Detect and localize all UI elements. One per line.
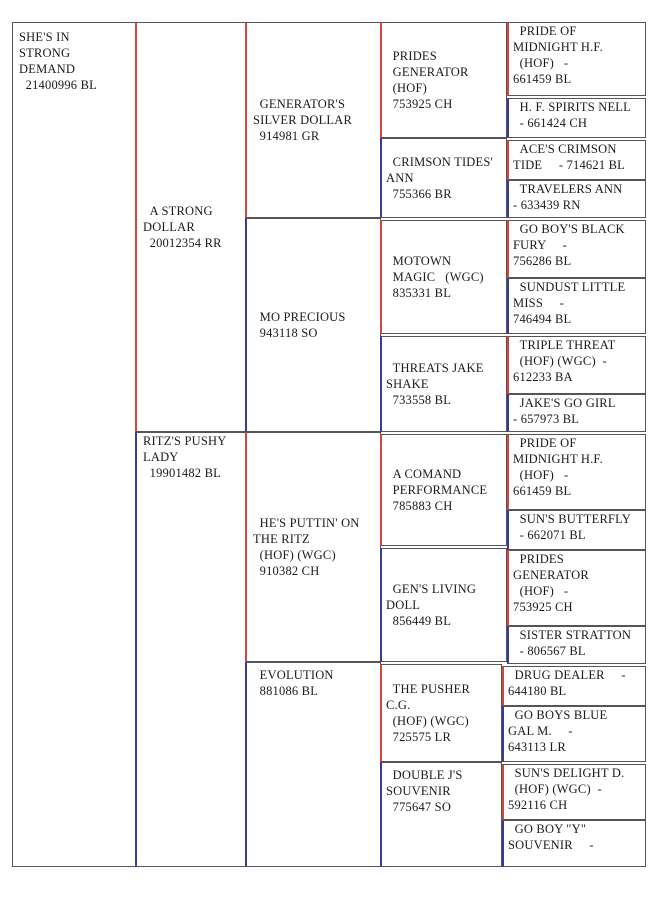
g3-cell [380, 336, 507, 432]
g4-name: ACE'S CRIMSON TIDE - 714621 BL [513, 142, 625, 172]
g3-cell [380, 220, 507, 334]
dam-name: RITZ'S PUSHY LADY 19901482 BL [143, 434, 227, 480]
g4-name: JAKE'S GO GIRL - 657973 BL [513, 396, 616, 426]
g4-cell [507, 180, 646, 218]
g4-name: TRIPLE THREAT (HOF) (WGC) - 612233 BA [513, 338, 616, 384]
g3-cell [380, 664, 502, 762]
g4-cell [507, 626, 646, 664]
g3-name: PRIDES GENERATOR (HOF) 753925 CH [392, 49, 469, 111]
sire-cell [135, 22, 246, 432]
g4-cell [507, 394, 646, 432]
g3-cell [380, 548, 507, 662]
g4-cell [507, 550, 646, 626]
g4-name: SISTER STRATTON - 806567 BL [519, 628, 632, 658]
dam-dam-cell [245, 662, 381, 867]
g4-cell [507, 510, 646, 550]
dam-dam-name: EVOLUTION 881086 BL [259, 668, 334, 698]
g4-name: DRUG DEALER - 644180 BL [508, 668, 626, 698]
g4-cell [507, 220, 646, 278]
g3-name: GEN'S LIVING DOLL 856449 BL [386, 582, 477, 628]
g4-name: TRAVELERS ANN - 633439 RN [513, 182, 623, 212]
g4-name: GO BOYS BLUE GAL M. - 643113 LR [508, 708, 608, 754]
dam-sire-name: HE'S PUTTIN' ON THE RITZ (HOF) (WGC) 910382 CH [253, 516, 360, 578]
g3-cell [380, 138, 507, 218]
g3-name: A COMAND PERFORMANCE 785883 CH [392, 467, 488, 513]
sire-sire-name: GENERATOR'S SILVER DOLLAR 914981 GR [253, 97, 353, 143]
g4-name: SUN'S DELIGHT D. (HOF) (WGC) - 592116 CH [508, 766, 625, 812]
g4-name: GO BOY "Y" SOUVENIR - [508, 822, 594, 852]
g4-cell [502, 820, 646, 867]
g4-cell [502, 764, 646, 820]
g4-name: GO BOY'S BLACK FURY - 756286 BL [513, 222, 625, 268]
g3-name: THREATS JAKE SHAKE 733558 BL [386, 361, 484, 407]
sire-sire-cell [245, 22, 381, 218]
g4-cell [507, 278, 646, 334]
g3-cell [380, 762, 502, 867]
sire-name: A STRONG DOLLAR 20012354 RR [143, 204, 222, 250]
horse-name: SHE'S IN STRONG DEMAND 21400996 BL [19, 30, 97, 92]
g4-cell [507, 434, 646, 510]
g4-name: PRIDE OF MIDNIGHT H.F. (HOF) - 661459 BL [513, 436, 603, 498]
g4-cell [507, 140, 646, 180]
g4-cell [507, 336, 646, 394]
g4-name: PRIDE OF MIDNIGHT H.F. (HOF) - 661459 BL [513, 24, 603, 86]
g4-name: PRIDES GENERATOR (HOF) - 753925 CH [513, 552, 589, 614]
g3-name: DOUBLE J'S SOUVENIR 775647 SO [386, 768, 463, 814]
g3-cell [380, 22, 507, 138]
g4-cell [507, 22, 646, 96]
horse-cell [12, 22, 136, 867]
g4-cell [507, 98, 646, 138]
g3-name: CRIMSON TIDES' ANN 755366 BR [386, 155, 493, 201]
g4-name: SUNDUST LITTLE MISS - 746494 BL [513, 280, 626, 326]
g4-cell [502, 666, 646, 706]
sire-dam-name: MO PRECIOUS 943118 SO [259, 310, 346, 340]
g3-name: MOTOWN MAGIC (WGC) 835331 BL [392, 254, 484, 300]
g3-cell [380, 434, 507, 546]
sire-dam-cell [245, 218, 381, 432]
dam-sire-cell [245, 432, 381, 662]
g4-name: SUN'S BUTTERFLY - 662071 BL [519, 512, 631, 542]
g3-name: THE PUSHER C.G. (HOF) (WGC) 725575 LR [386, 682, 471, 744]
g4-name: H. F. SPIRITS NELL - 661424 CH [519, 100, 631, 130]
dam-cell [135, 432, 246, 867]
g4-cell [502, 706, 646, 762]
